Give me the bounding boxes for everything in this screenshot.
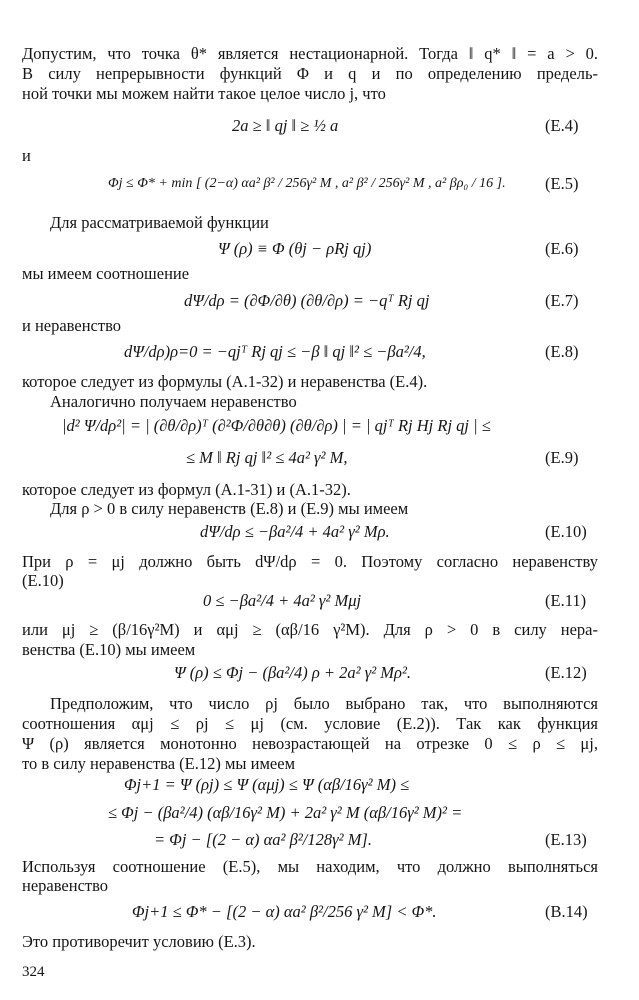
text-line-20: Используя соотношение (Е.5), мы находим, что должно выполняться: [22, 857, 598, 876]
text-line-16: Предположим, что число ρj было выбрано так, что выполняются: [50, 694, 598, 713]
equation-e12-expr: Ψ (ρ) ≤ Φj − (βa²/4) ρ + 2a² γ² Mρ².: [174, 663, 412, 682]
equation-e4-expr: 2a ≥ ‖ qj ‖ ≥ ½ a: [232, 116, 339, 135]
equation-e8: [0, 340, 639, 364]
text-line-11: Для ρ > 0 в силу неравенств (Е.8) и (Е.9) мы имеем: [50, 499, 409, 518]
equation-e13b: [0, 801, 639, 825]
text-line-8: которое следует из формулы (А.1-32) и неравенства (Е.4).: [22, 372, 428, 391]
equation-e9a-expr: |d² Ψ/dρ²| = | (∂θ/∂ρ)ᵀ (∂²Φ/∂θ∂θ) (∂θ/∂ρ) | = | qjᵀ Rj Hj Rj qj | ≤: [62, 416, 491, 435]
text-line-7: и неравенство: [22, 316, 121, 335]
text-line-2: В силу непрерывности функций Φ и q и по определению предель-: [22, 64, 598, 83]
equation-e13a: [0, 773, 639, 797]
equation-e13-expr: = Φj − [(2 − α) αa² β²/128γ² M].: [154, 830, 372, 849]
equation-e6-tag: (Е.6): [545, 239, 579, 258]
text-line-6: мы имеем соотношение: [22, 264, 190, 283]
equation-e5: [0, 172, 639, 196]
text-line-10: которое следует из формул (А.1-31) и (А.1-32).: [22, 480, 351, 499]
text-line-17: соотношения αμj ≤ ρj ≤ μj (см. условие (Е.2)). Так как функция: [22, 714, 598, 733]
equation-e9a: [0, 414, 639, 438]
text-line-4: и: [22, 146, 31, 165]
equation-e9-tag: (Е.9): [545, 448, 579, 467]
text-line-12: При ρ = μj должно быть dΨ/dρ = 0. Поэтому согласно неравенству: [22, 552, 598, 571]
equation-b14: [0, 900, 639, 924]
equation-e4: [0, 114, 639, 138]
equation-b14-expr: Φj+1 ≤ Φ* − [(2 − α) αa² β²/256 γ² M] < Φ*.: [132, 902, 437, 921]
equation-e11-expr: 0 ≤ −βa²/4 + 4a² γ² Mμj: [203, 591, 362, 610]
text-line-19: то в силу неравенства (Е.12) мы имеем: [22, 754, 296, 773]
equation-e10-tag: (Е.10): [545, 522, 587, 541]
equation-e8-expr: dΨ/dρ)ρ=0 = −qjᵀ Rj qj ≤ −β ‖ qj ‖² ≤ −βa²/4,: [124, 342, 426, 361]
equation-e7-tag: (Е.7): [545, 291, 579, 310]
equation-e7-expr: dΨ/dρ = (∂Φ/∂θ) (∂θ/∂ρ) = −qᵀ Rj qj: [184, 291, 430, 310]
equation-e9: [0, 446, 639, 470]
equation-e10: [0, 520, 639, 544]
equation-e11: [0, 589, 639, 613]
equation-e13b-expr: ≤ Φj − (βa²/4) (αβ/16γ² M) + 2a² γ² M (αβ/16γ² M)² =: [108, 803, 463, 822]
equation-e5-expr: Φj ≤ Φ* + min [ (2−α) αa² β² / 256γ² M , a² β² / 256γ² M , a² βρ₀ / 16 ].: [108, 176, 506, 191]
equation-e4-tag: (Е.4): [545, 116, 579, 135]
text-line-18: Ψ (ρ) является монотонно невозрастающей на отрезке 0 ≤ ρ ≤ μj,: [22, 734, 598, 753]
text-line-14: или μj ≥ (β/16γ²M) и αμj ≥ (αβ/16 γ²M). Для ρ > 0 в силу нера-: [22, 620, 598, 639]
equation-e12-tag: (Е.12): [545, 663, 587, 682]
equation-b14-tag: (В.14): [545, 902, 588, 921]
text-line-13: (Е.10): [22, 571, 64, 590]
page-number: 324: [22, 964, 45, 980]
text-line-9: Аналогично получаем неравенство: [50, 392, 297, 411]
equation-e11-tag: (Е.11): [545, 591, 587, 610]
equation-e6: [0, 237, 639, 261]
equation-e9-expr: ≤ M ‖ Rj qj ‖² ≤ 4a² γ² M,: [186, 448, 348, 467]
text-line-21: неравенство: [22, 876, 109, 895]
text-line-1: Допустим, что точка θ* является нестационарной. Тогда ‖ q* ‖ = a > 0.: [22, 44, 598, 63]
equation-e13-tag: (Е.13): [545, 830, 587, 849]
equation-e13: [0, 828, 639, 852]
text-line-3: ной точки мы можем найти такое целое число j, что: [22, 84, 386, 103]
equation-e7: [0, 289, 639, 313]
text-line-22: Это противоречит условию (Е.3).: [22, 932, 256, 951]
equation-e12: [0, 661, 639, 685]
equation-e13a-expr: Φj+1 = Ψ (ρj) ≤ Ψ (αμj) ≤ Ψ (αβ/16γ² M) ≤: [124, 775, 410, 794]
equation-e6-expr: Ψ (ρ) ≡ Φ (θj − ρRj qj): [218, 239, 372, 258]
text-line-15: венства (Е.10) мы имеем: [22, 640, 196, 659]
text-line-5: Для рассматриваемой функции: [50, 213, 269, 232]
equation-e8-tag: (Е.8): [545, 342, 579, 361]
equation-e10-expr: dΨ/dρ ≤ −βa²/4 + 4a² γ² Mρ.: [200, 522, 390, 541]
equation-e5-tag: (Е.5): [545, 174, 579, 193]
